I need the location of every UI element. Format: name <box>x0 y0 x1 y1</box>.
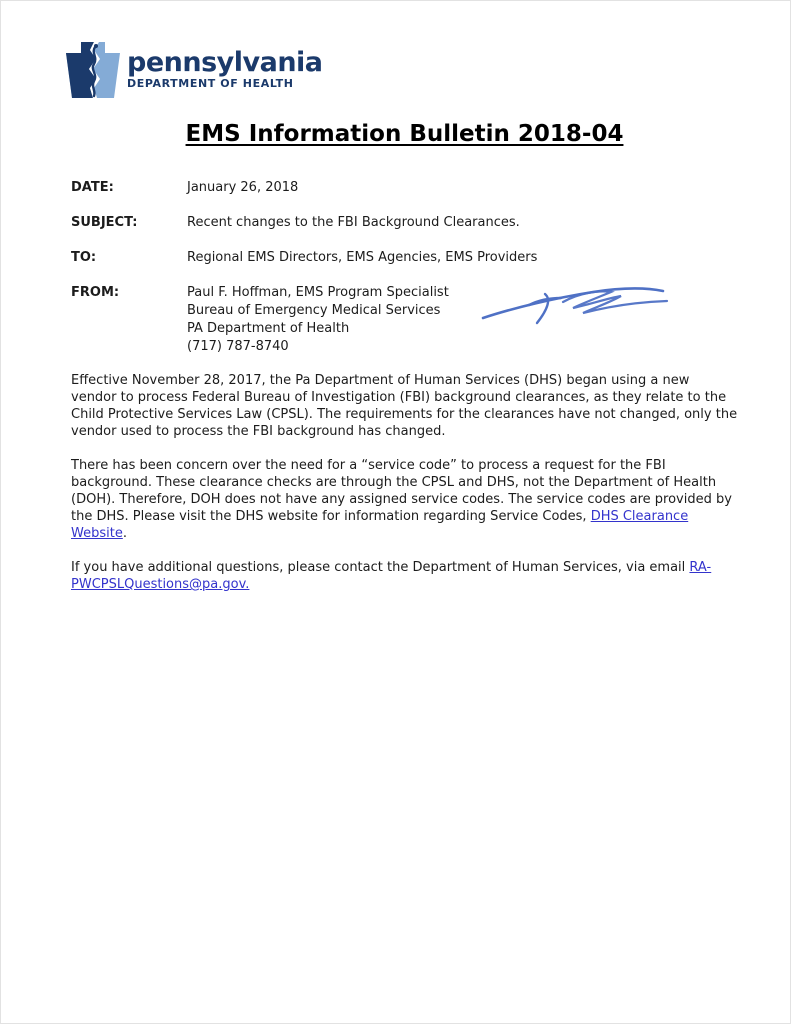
to-value: Regional EMS Directors, EMS Agencies, EMS Providers <box>187 250 538 265</box>
paragraph-effective-date: Effective November 28, 2017, the Pa Department of Human Services (DHS) began using a new vendor to process Federal Bureau of Investigation (FBI) background clearances, as they relate to the Child Protective Services Law (CPSL). The requirements for the clearances have not changed, only the vendor used to process the FBI background has changed. <box>71 373 738 439</box>
signature-scribble <box>479 278 671 332</box>
paragraph-contact <box>71 559 738 593</box>
memo-body <box>71 372 738 593</box>
paragraph3-text: If you have additional questions, please contact the Department of Human Services, via email <box>71 560 690 575</box>
meta-row-from <box>71 284 738 356</box>
subject-value: Recent changes to the FBI Background Clearances. <box>187 215 520 230</box>
from-label: FROM: <box>71 285 120 300</box>
contact-email-link[interactable]: RA-PWCPSLQuestions@pa.gov. <box>71 560 712 592</box>
memo-header <box>71 179 738 356</box>
logo-department-text: DEPARTMENT OF HEALTH <box>127 77 294 90</box>
dhs-clearance-website-link[interactable]: DHS Clearance Website <box>71 509 689 541</box>
paragraph-service-code <box>71 457 738 542</box>
logo-brand-text: pennsylvania <box>127 47 323 78</box>
paragraph2-text: There has been concern over the need for a “service code” to process a request for the FBI background. These clearance checks are through the CPSL and DHS, not the Department of Health (DOH). Therefore, DOH does not have any assigned service codes. The service codes are provided by the DHS. Please visit the DHS website for information regarding Service Codes, <box>71 458 732 524</box>
date-value: January 26, 2018 <box>187 180 299 195</box>
paragraph2-period: . <box>122 526 127 541</box>
page-title: EMS Information Bulletin 2018-04 <box>185 121 624 147</box>
from-line-bureau: Bureau of Emergency Medical Services <box>187 303 441 318</box>
keystone-icon <box>65 41 121 99</box>
pa-doh-logo <box>65 41 738 101</box>
from-line-phone: (717) 787-8740 <box>187 339 289 354</box>
meta-row-date <box>71 179 738 196</box>
meta-row-subject <box>71 214 738 231</box>
subject-label: SUBJECT: <box>71 215 138 230</box>
date-label: DATE: <box>71 180 114 195</box>
from-line-name: Paul F. Hoffman, EMS Program Specialist <box>187 285 449 300</box>
meta-row-to <box>71 249 738 266</box>
from-line-department: PA Department of Health <box>187 321 350 336</box>
to-label: TO: <box>71 250 97 265</box>
